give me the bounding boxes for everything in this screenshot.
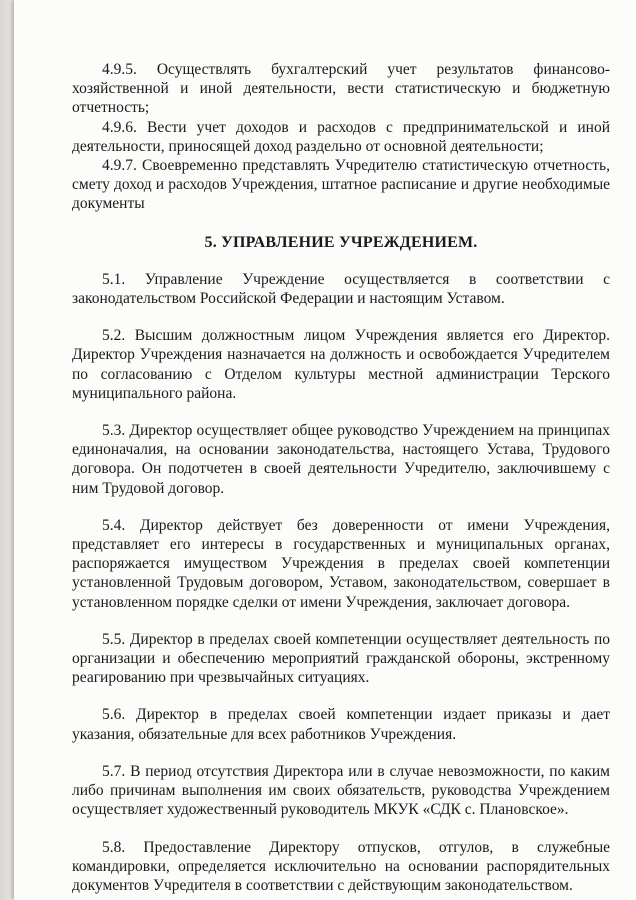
clause-5-7: 5.7. В период отсутствия Директора или в случае невозможности, по каким либо причинам выполнения им своих обязательств, руководства Учреждением осуществляет художественный руководитель МКУК «СДК с. Плановское». — [72, 762, 610, 819]
clause-5-3: 5.3. Директор осуществляет общее руководство Учреждением на принципах единоначалия, на основании законодательства, настоящего Устава, Трудового договора. Он подотчетен в своей деятельности Учредителю, заключившему с ним Трудовой договор. — [72, 422, 610, 497]
item-4-9-6: 4.9.6. Вести учет доходов и расходов с предпринимательской и иной деятельности, приносящей доход раздельно от основной деятельности; — [72, 118, 610, 155]
clause-5-8: 5.8. Предоставление Директору отпусков, отгулов, в служебные командировки, определяется исключительно на основании распорядительных документов Учредителя в соответствии с действующим законодательством. — [72, 838, 610, 894]
clause-5-5: 5.5. Директор в пределах своей компетенции осуществляет деятельность по организации и обеспечению мероприятий гражданской обороны, экстренному реагированию при чрезвычайных ситуациях. — [72, 630, 610, 687]
document-content — [72, 60, 610, 895]
clause-5-6: 5.6. Директор в пределах своей компетенции издает приказы и дает указания, обязательные для всех работников Учреждения. — [72, 706, 610, 743]
item-4-9-5: 4.9.5. Осуществлять бухгалтерский учет результатов финансово-хозяйственной и иной деятельности, вести статистическую и бюджетную отчетность; — [72, 61, 610, 117]
section-title: 5. УПРАВЛЕНИЕ УЧРЕЖДЕНИЕМ. — [204, 233, 478, 251]
clause-5-2: 5.2. Высшим должностным лицом Учреждения является его Директор. Директор Учреждения назначается на должность и освобождается Учредителем по согласованию с Отделом культуры местной администрации Терского муниципального района. — [72, 327, 610, 402]
clause-5-1: 5.1. Управление Учреждение осуществляется в соответствии с законодательством Российской Федерации и настоящим Уставом. — [72, 270, 610, 308]
item-4-9-7: 4.9.7. Своевременно представлять Учредителю статистическую отчетность, смету доход и расходов Учреждения, штатное расписание и другие необходимые документы — [72, 157, 610, 213]
clause-5-4: 5.4. Директор действует без доверенности от имени Учреждения, представляет его интересы в государственных и муниципальных органах, распоряжается имуществом Учреждения в пределах своей компетенции установленной Трудовым договором, Уставом, законодательством, совершает в установленном порядке сделки от имени Учреждения, заключает договора. — [72, 516, 610, 611]
page-edge — [0, 0, 14, 900]
